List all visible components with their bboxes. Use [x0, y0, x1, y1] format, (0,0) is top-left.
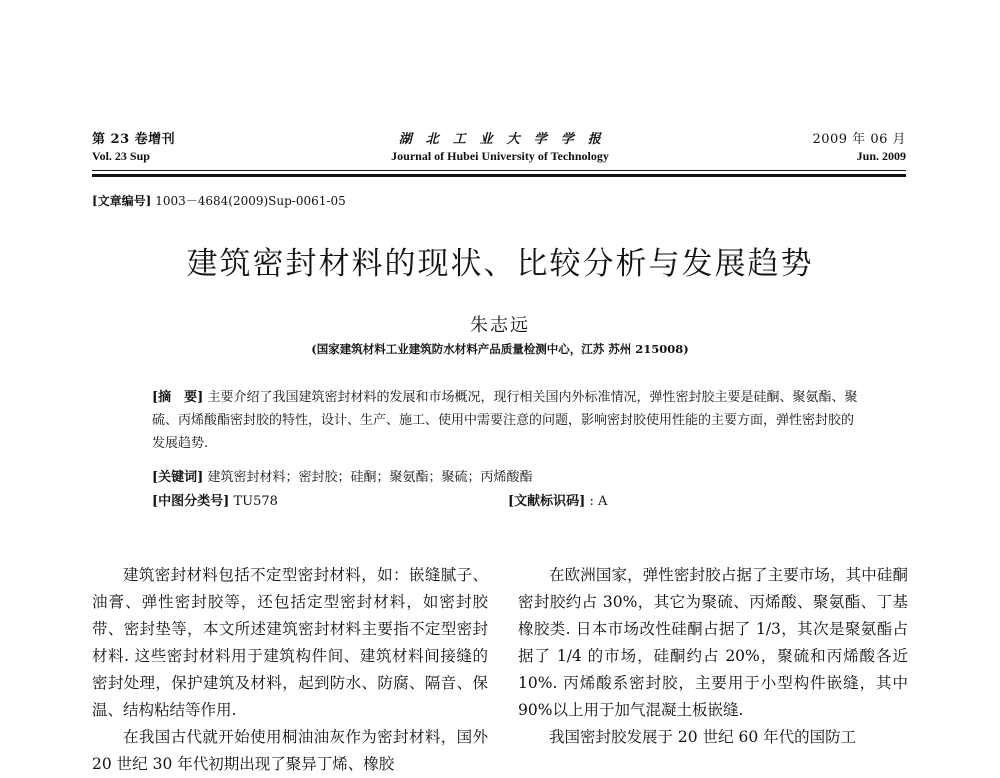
classification-value: TU578 — [233, 494, 278, 509]
date-cn: 2009 年 06 月 — [812, 132, 906, 147]
volume-en: Vol. 23 Sup — [92, 149, 150, 163]
header-rule-thin — [92, 170, 906, 171]
document-code-value: : A — [589, 494, 608, 509]
abstract-label: [摘 要] — [152, 390, 204, 405]
header-rule-thick — [92, 174, 906, 177]
right-paragraph-2: 我国密封胶发展于 20 世纪 60 年代的国防工 — [549, 728, 857, 746]
classification-label: [中图分类号] — [152, 494, 230, 509]
abstract-text: 主要介绍了我国建筑密封材料的发展和市场概况，现行相关国内外标准情况，弹性密封胶主要是硅酮、聚氨酯、聚硫、丙烯酸酯密封胶的特性，设计、生产、施工、使用中需要注意的问题，影响密封胶使用性能的主要方面，弹性密封胶的发展趋势. — [152, 390, 858, 451]
article-number-value: 1003－4684(2009)Sup-0061-05 — [155, 194, 346, 208]
left-paragraph-2: 在我国古代就开始使用桐油油灰作为密封材料，国外 20 世纪 30 年代初期出现了聚异丁烯、橡胶 — [92, 728, 488, 773]
volume-cn: 第 23 卷增刊 — [92, 132, 176, 147]
article-number — [92, 192, 346, 209]
article-number-label: [文章编号] — [92, 194, 152, 208]
document-code — [508, 490, 607, 509]
classification — [152, 490, 278, 509]
journal-title-cn: 湖 北 工 业 大 学 学 报 — [398, 132, 602, 147]
journal-title-en: Journal of Hubei University of Technology — [391, 149, 609, 163]
body-right-column — [518, 562, 908, 751]
keywords-label: [关键词] — [152, 470, 204, 485]
document-code-label: [文献标识码] — [508, 494, 586, 509]
paper-title: 建筑密封材料的现状、比较分析与发展趋势 — [186, 246, 814, 282]
left-paragraph-1: 建筑密封材料包括不定型密封材料，如：嵌缝腻子、油膏、弹性密封胶等，还包括定型密封材料，如密封胶带、密封垫等，本文所述建筑密封材料主要指不定型密封材料. 这些密封材料用于建筑构件间、建筑材料间接缝的密封处理，保护建筑及材料，起到防水、防腐、隔音、保温、结构粘结等作用. — [92, 566, 488, 719]
right-paragraph-1: 在欧洲国家，弹性密封胶占据了主要市场，其中硅酮密封胶约占 30%，其它为聚硫、丙烯酸、聚氨酯、丁基橡胶类. 日本市场改性硅酮占据了 1/3，其次是聚氨酯占据了 1/4 的市场，硅酮约占 20%，聚硫和丙烯酸各近 10%. 丙烯酸系密封胶，主要用于小型构件嵌缝，其中 90%以上用于加气混凝土板嵌缝. — [518, 566, 908, 719]
author-name: 朱志远 — [470, 315, 530, 336]
keywords — [152, 466, 862, 485]
author-affiliation: (国家建筑材料工业建筑防水材料产品质量检测中心，江苏 苏州 215008) — [311, 342, 689, 356]
abstract — [152, 386, 862, 455]
keywords-text: 建筑密封材料；密封胶；硅酮；聚氨酯；聚硫；丙烯酸酯 — [207, 470, 533, 485]
date-en: Jun. 2009 — [856, 149, 906, 163]
body-left-column — [92, 562, 488, 778]
